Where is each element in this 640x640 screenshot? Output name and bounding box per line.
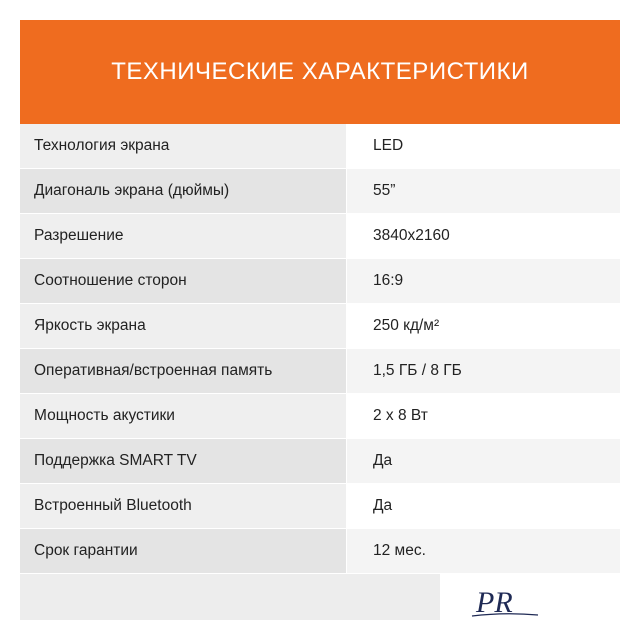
pr-logo-icon	[470, 582, 540, 622]
spec-value: LED	[347, 124, 620, 168]
table-row	[20, 349, 620, 394]
table-row	[20, 484, 620, 529]
footer-bar	[20, 574, 440, 620]
spec-value: 2 x 8 Вт	[347, 394, 620, 438]
page-title: ТЕХНИЧЕСКИЕ ХАРАКТЕРИСТИКИ	[111, 58, 529, 85]
svg-text:PR: PR	[476, 586, 513, 619]
table-row	[20, 214, 620, 259]
spec-header	[20, 20, 620, 124]
spec-label: Технология экрана	[20, 124, 347, 168]
table-row	[20, 169, 620, 214]
spec-label: Соотношение сторон	[20, 259, 347, 303]
table-row	[20, 529, 620, 574]
table-row	[20, 394, 620, 439]
spec-label: Поддержка SMART TV	[20, 439, 347, 483]
table-row	[20, 439, 620, 484]
table-row	[20, 124, 620, 169]
spec-label: Яркость экрана	[20, 304, 347, 348]
spec-label: Оперативная/встроенная память	[20, 349, 347, 393]
spec-label: Встроенный Bluetooth	[20, 484, 347, 528]
spec-table	[20, 124, 620, 574]
spec-value: 55”	[347, 169, 620, 213]
spec-value: 16:9	[347, 259, 620, 303]
spec-label: Разрешение	[20, 214, 347, 258]
spec-label: Мощность акустики	[20, 394, 347, 438]
table-row	[20, 304, 620, 349]
spec-value: Да	[347, 439, 620, 483]
spec-value: 250 кд/м²	[347, 304, 620, 348]
spec-value: Да	[347, 484, 620, 528]
spec-label: Срок гарантии	[20, 529, 347, 573]
spec-value: 1,5 ГБ / 8 ГБ	[347, 349, 620, 393]
table-row	[20, 259, 620, 304]
spec-label: Диагональ экрана (дюймы)	[20, 169, 347, 213]
spec-value: 12 мес.	[347, 529, 620, 573]
spec-value: 3840x2160	[347, 214, 620, 258]
